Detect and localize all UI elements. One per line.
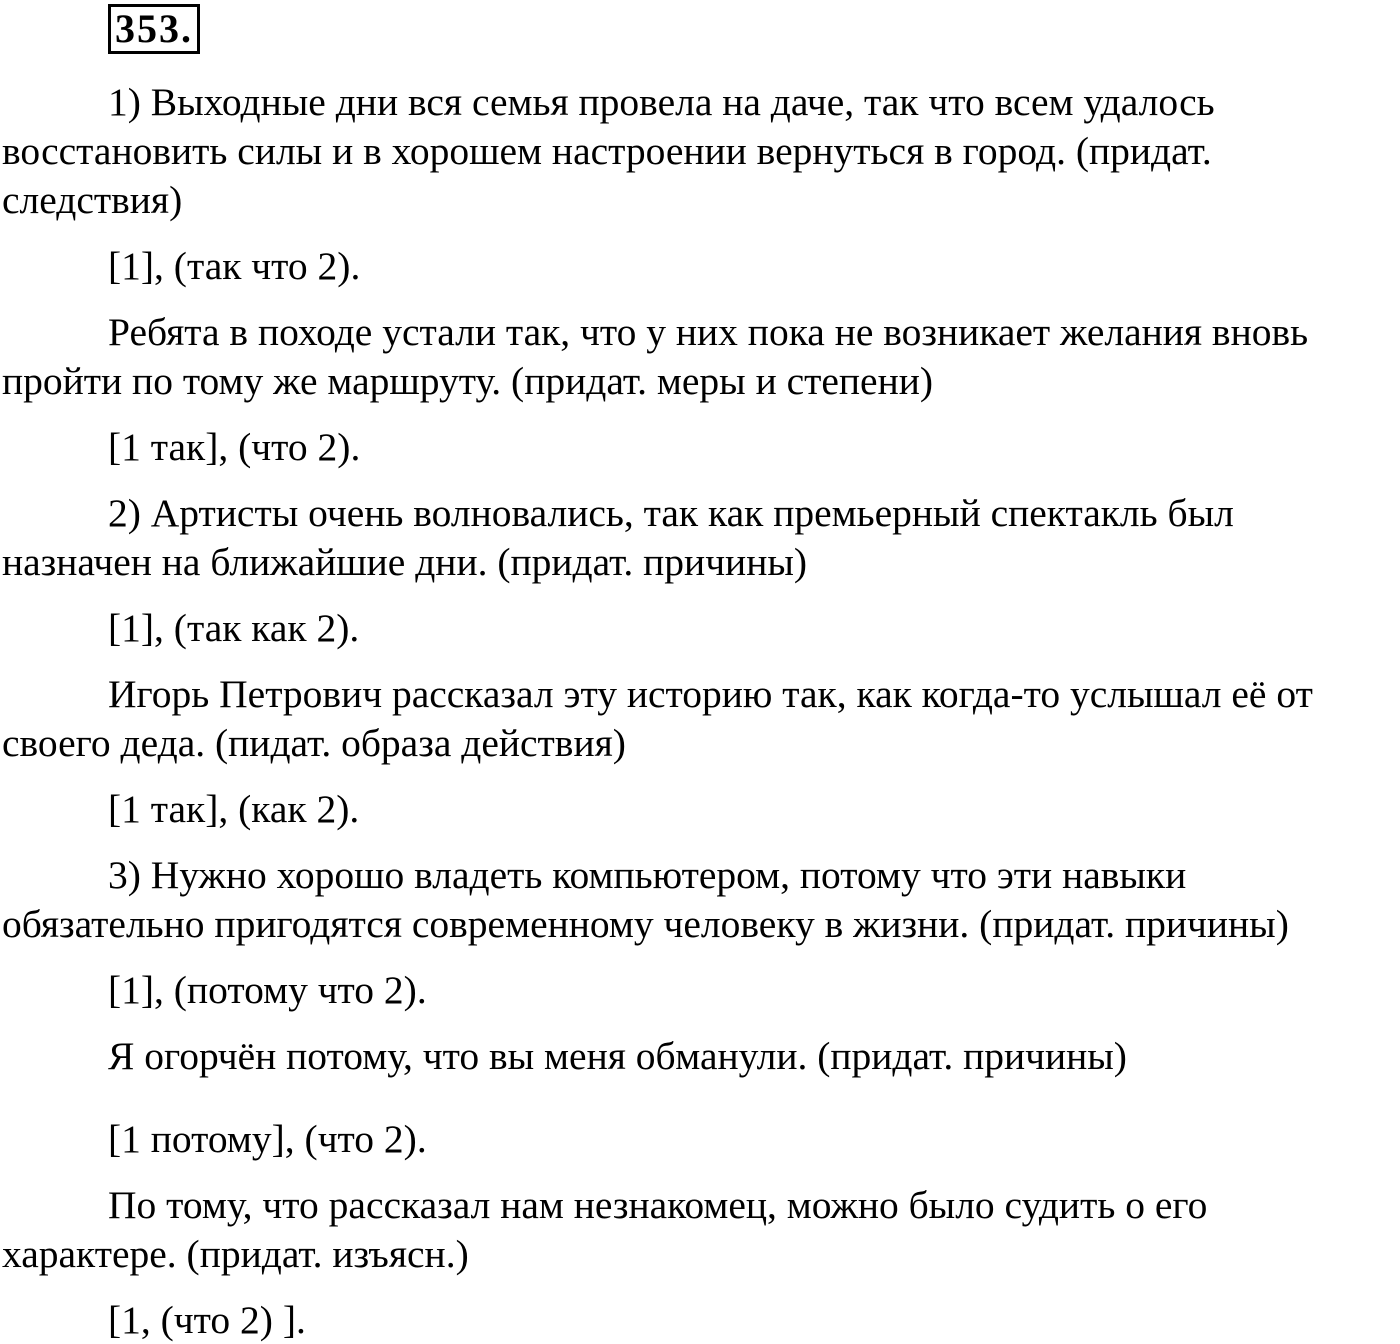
text-line: пройти по тому же маршруту. (придат. меры и степени) [2, 359, 934, 403]
text-line: своего деда. (пидат. образа действия) [2, 721, 626, 765]
text-line: восстановить силы и в хорошем настроении вернуться в город. (придат. [2, 129, 1212, 173]
text-line: [1 так], (как 2). [108, 787, 360, 831]
text-line: 2) Артисты очень волновались, так как премьерный спектакль был [108, 491, 1234, 535]
text-line: 1) Выходные дни вся семья провела на даче, так что всем удалось [108, 80, 1215, 124]
text-line: [1, (что 2) ]. [108, 1298, 306, 1342]
text-line: [1], (так что 2). [108, 244, 361, 288]
text-line: Игорь Петрович рассказал эту историю так, как когда-то услышал её от [108, 672, 1313, 716]
text-line: обязательно пригодятся современному человеку в жизни. (придат. причины) [2, 902, 1289, 946]
text-line: характере. (придат. изъясн.) [2, 1232, 469, 1276]
text-line: [1], (так как 2). [108, 606, 360, 650]
text-line: [1], (потому что 2). [108, 968, 427, 1012]
text-line: Ребята в походе устали так, что у них пока не возникает желания вновь [108, 310, 1309, 354]
text-line: [1 так], (что 2). [108, 425, 361, 469]
exercise-number: 353. [108, 4, 200, 54]
text-line: следствия) [2, 178, 183, 222]
text-line: По тому, что рассказал нам незнакомец, можно было судить о его [108, 1183, 1208, 1227]
text-line: назначен на ближайшие дни. (придат. причины) [2, 540, 808, 584]
text-line: Я огорчён потому, что вы меня обманули. (придат. причины) [108, 1034, 1127, 1078]
text-line: [1 потому], (что 2). [108, 1117, 427, 1161]
text-line: 3) Нужно хорошо владеть компьютером, потому что эти навыки [108, 853, 1187, 897]
